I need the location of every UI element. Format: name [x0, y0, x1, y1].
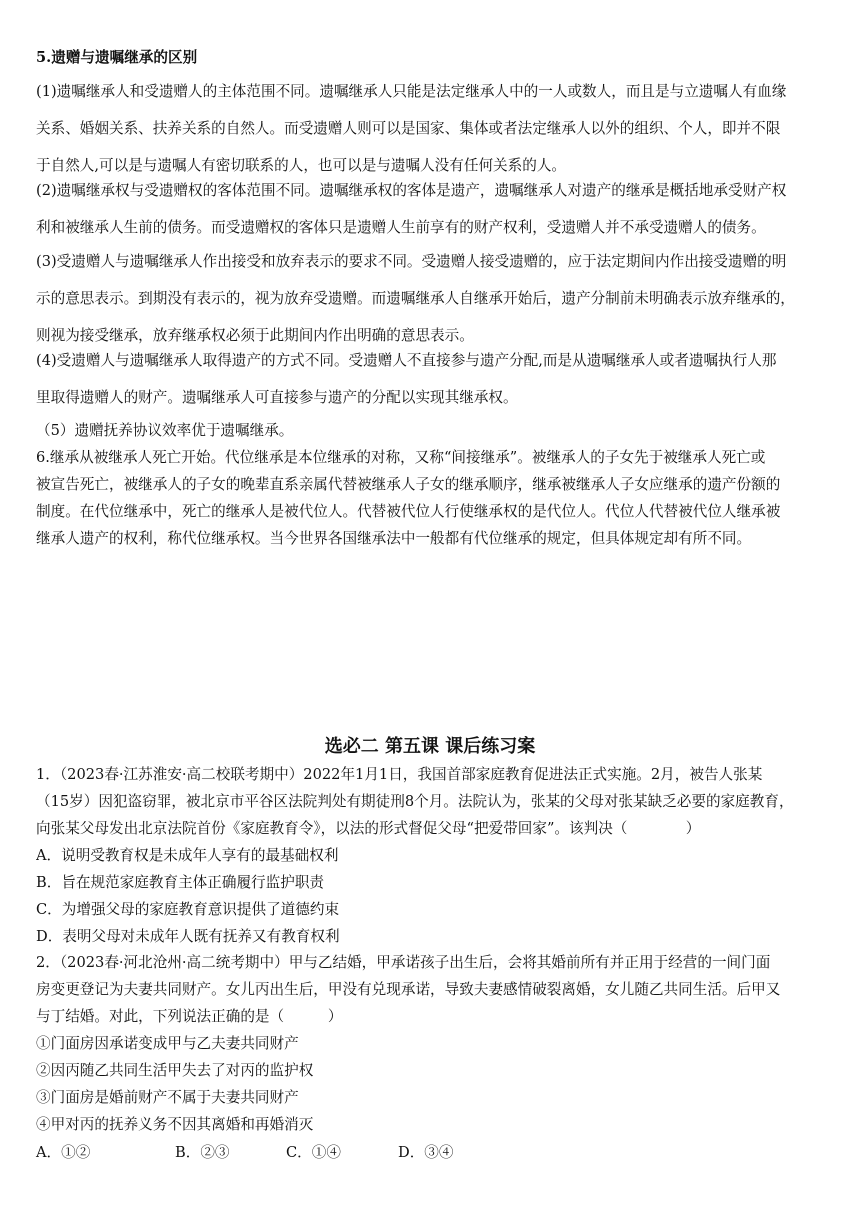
question-2-statement: ④甲对丙的抚养义务不因其离婚和再婚消灭: [36, 1116, 314, 1133]
notes-point-2: [36, 181, 828, 238]
notes-point-4: [36, 351, 828, 408]
question-2-choice-a: A．①②: [36, 1144, 91, 1161]
notes-point-6-line: 被宣告死亡，被继承人的子女的晚辈直系亲属代替被继承人子女的继承顺序，继承被继承人子女应继承的遗产份额的: [36, 476, 781, 493]
notes-point-6-line: 制度。在代位继承中，死亡的继承人是被代位人。代替被代位人行使继承权的是代位人。代位人代替被代位人继承被: [36, 503, 781, 520]
question-2: [36, 953, 828, 1135]
question-2-statement: ②因丙随乙共同生活甲失去了对丙的监护权: [36, 1062, 314, 1079]
exercise-title: 选必二 第五课 课后练习案: [324, 736, 536, 757]
question-1-stem-line: （15岁）因犯盗窃罪，被北京市平谷区法院判处有期徒刑8个月。法院认为，张某的父母对张某缺乏必要的家庭教育，: [36, 793, 794, 810]
question-1-option-a: A．说明受教育权是未成年人享有的最基础权利: [36, 847, 339, 864]
question-1-option-b: B．旨在规范家庭教育主体正确履行监护职责: [36, 874, 325, 891]
notes-point-3-line: 示的意思表示。到期没有表示的，视为放弃受遗赠。而遗嘱继承人自继承开始后，遗产分制前未明确表示放弃继承的，: [36, 290, 795, 307]
notes-point-1-line: (1)遗嘱继承人和受遗赠人的主体范围不同。遗嘱继承人只能是法定继承人中的一人或数人，而且是与立遗嘱人有血缘: [36, 83, 787, 100]
notes-point-6: [36, 448, 828, 549]
notes-point-6-line: 继承人遗产的权利，称代位继承权。当今世界各国继承法中一般都有代位继承的规定，但具体规定却有所不同。: [36, 530, 752, 547]
question-1-stem-line: 向张某父母发出北京法院首份《家庭教育令》，以法的形式督促父母“把爱带回家”。该判决（ ）: [36, 820, 701, 837]
question-2-stem-line: 房变更登记为夫妻共同财产。女儿丙出生后，甲没有兑现承诺，导致夫妻感情破裂离婚，女儿随乙共同生活。后甲又: [36, 981, 781, 998]
notes-point-1: [36, 82, 828, 176]
question-2-stem-line: 2．（2023春·河北沧州·高二统考期中）甲与乙结婚，甲承诺孩子出生后，会将其婚前所有并正用于经营的一间门面: [36, 954, 771, 971]
question-2-stem-line: 与丁结婚。对此，下列说法正确的是（ ）: [36, 1008, 343, 1025]
notes-point-3-line: 则视为接受继承，放弃继承权必须于此期间内作出明确的意思表示。: [36, 327, 474, 344]
notes-point-5: （5）遗赠抚养协议效率优于遗嘱继承。: [36, 422, 294, 439]
question-1: [36, 765, 828, 947]
notes-point-3-line: (3)受遗赠人与遗嘱继承人作出接受和放弃表示的要求不同。受遗赠人接受遗赠的，应于法定期间内作出接受遗赠的明: [36, 253, 787, 270]
question-2-choices: [36, 1143, 636, 1163]
notes-point-1-line: 于自然人,可以是与遗嘱人有密切联系的人，也可以是与遗嘱人没有任何关系的人。: [36, 157, 567, 174]
question-2-statement: ③门面房是婚前财产不属于夫妻共同财产: [36, 1089, 299, 1106]
notes-point-2-line: (2)遗嘱继承权与受遗赠权的客体范围不同。遗嘱继承权的客体是遗产，遗嘱继承人对遗产的继承是概括地承受财产权: [36, 182, 787, 199]
notes-point-2-line: 利和被继承人生前的债务。而受遗赠权的客体只是遗赠人生前享有的财产权利，受遗赠人并不承受遗赠人的债务。: [36, 219, 766, 236]
question-1-stem-line: 1．（2023春·江苏淮安·高二校联考期中）2022年1月1日，我国首部家庭教育促进法正式实施。2月，被告人张某: [36, 766, 763, 783]
notes-point-6-line: 6.继承从被继承人死亡开始。代位继承是本位继承的对称，又称“间接继承”。被继承人的子女先于被继承人死亡或: [36, 449, 766, 466]
notes-point-4-line: 里取得遗赠人的财产。遗嘱继承人可直接参与遗产的分配以实现其继承权。: [36, 389, 518, 406]
question-2-choice-c: C．①④: [286, 1144, 341, 1161]
question-2-choice-d: D．③④: [398, 1144, 454, 1161]
notes-point-1-line: 关系、婚姻关系、扶养关系的自然人。而受遗赠人则可以是国家、集体或者法定继承人以外的组织、个人，即并不限: [36, 120, 781, 137]
notes-point-3: [36, 252, 828, 346]
question-2-statement: ①门面房因承诺变成甲与乙夫妻共同财产: [36, 1035, 299, 1052]
notes-point-4-line: (4)受遗赠人与遗嘱继承人取得遗产的方式不同。受遗赠人不直接参与遗产分配,而是从遗嘱继承人或者遗嘱执行人那: [36, 352, 777, 369]
notes-heading: 5.遗赠与遗嘱继承的区别: [36, 49, 198, 66]
question-2-choice-b: B．②③: [175, 1144, 230, 1161]
question-1-option-d: D．表明父母对未成年人既有抚养又有教育权利: [36, 928, 340, 945]
question-1-option-c: C．为增强父母的家庭教育意识提供了道德约束: [36, 901, 340, 918]
